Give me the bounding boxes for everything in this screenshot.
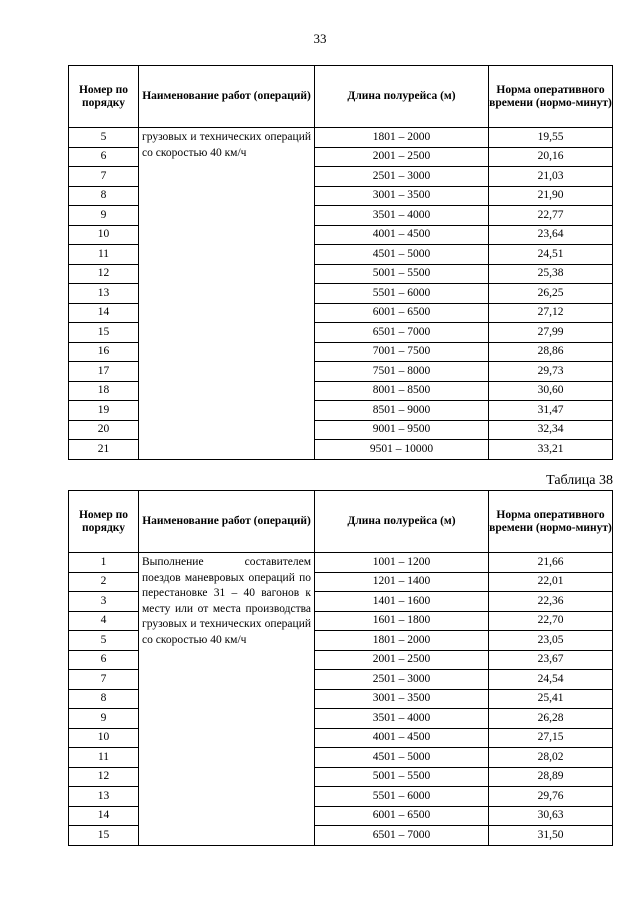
time-norm: 25,41 xyxy=(489,689,613,709)
row-number: 9 xyxy=(69,709,139,729)
half-run-length: 3501 – 4000 xyxy=(315,709,489,729)
half-run-length: 2501 – 3000 xyxy=(315,167,489,187)
row-number: 12 xyxy=(69,264,139,284)
row-number: 18 xyxy=(69,381,139,401)
row-number: 11 xyxy=(69,245,139,265)
row-number: 10 xyxy=(69,225,139,245)
half-run-length: 1201 – 1400 xyxy=(315,572,489,592)
time-norm: 24,54 xyxy=(489,670,613,690)
half-run-length: 6001 – 6500 xyxy=(315,806,489,826)
time-norm: 28,02 xyxy=(489,748,613,768)
half-run-length: 4501 – 5000 xyxy=(315,748,489,768)
row-number: 10 xyxy=(69,728,139,748)
row-number: 15 xyxy=(69,826,139,846)
time-norm: 22,70 xyxy=(489,611,613,631)
half-run-length: 4501 – 5000 xyxy=(315,245,489,265)
row-number: 1 xyxy=(69,553,139,573)
half-run-length: 1601 – 1800 xyxy=(315,611,489,631)
header-length: Длина полурейса (м) xyxy=(315,66,489,128)
norms-table-1 xyxy=(68,65,613,460)
row-number: 17 xyxy=(69,362,139,382)
time-norm: 26,28 xyxy=(489,709,613,729)
work-description: Выполнение составителем поездов маневровых операций по перестановке 31 – 40 вагонов к месту или от места производства грузовых и технических операций со скоростью 40 км/ч xyxy=(139,553,315,846)
time-norm: 31,50 xyxy=(489,826,613,846)
header-num: Номер по порядку xyxy=(69,491,139,553)
time-norm: 27,99 xyxy=(489,323,613,343)
time-norm: 23,67 xyxy=(489,650,613,670)
table-header-row xyxy=(69,66,613,128)
row-number: 7 xyxy=(69,167,139,187)
half-run-length: 7001 – 7500 xyxy=(315,342,489,362)
row-number: 8 xyxy=(69,689,139,709)
half-run-length: 4001 – 4500 xyxy=(315,225,489,245)
row-number: 13 xyxy=(69,284,139,304)
half-run-length: 5501 – 6000 xyxy=(315,787,489,807)
row-number: 21 xyxy=(69,440,139,460)
half-run-length: 4001 – 4500 xyxy=(315,728,489,748)
row-number: 6 xyxy=(69,147,139,167)
row-number: 14 xyxy=(69,303,139,323)
time-norm: 21,66 xyxy=(489,553,613,573)
time-norm: 24,51 xyxy=(489,245,613,265)
row-number: 3 xyxy=(69,592,139,612)
half-run-length: 3001 – 3500 xyxy=(315,689,489,709)
header-norm: Норма оперативного времени (нормо-минут) xyxy=(489,66,613,128)
half-run-length: 1801 – 2000 xyxy=(315,631,489,651)
half-run-length: 3501 – 4000 xyxy=(315,206,489,226)
half-run-length: 9001 – 9500 xyxy=(315,420,489,440)
half-run-length: 2001 – 2500 xyxy=(315,650,489,670)
time-norm: 23,64 xyxy=(489,225,613,245)
time-norm: 22,77 xyxy=(489,206,613,226)
time-norm: 31,47 xyxy=(489,401,613,421)
table-row xyxy=(69,553,613,573)
header-norm: Норма оперативного времени (нормо-минут) xyxy=(489,491,613,553)
time-norm: 22,36 xyxy=(489,592,613,612)
row-number: 9 xyxy=(69,206,139,226)
time-norm: 26,25 xyxy=(489,284,613,304)
row-number: 5 xyxy=(69,128,139,148)
time-norm: 33,21 xyxy=(489,440,613,460)
table-row xyxy=(69,128,613,148)
row-number: 11 xyxy=(69,748,139,768)
time-norm: 21,03 xyxy=(489,167,613,187)
row-number: 7 xyxy=(69,670,139,690)
row-number: 2 xyxy=(69,572,139,592)
half-run-length: 7501 – 8000 xyxy=(315,362,489,382)
time-norm: 29,73 xyxy=(489,362,613,382)
half-run-length: 5001 – 5500 xyxy=(315,767,489,787)
half-run-length: 5501 – 6000 xyxy=(315,284,489,304)
row-number: 4 xyxy=(69,611,139,631)
time-norm: 30,63 xyxy=(489,806,613,826)
half-run-length: 3001 – 3500 xyxy=(315,186,489,206)
time-norm: 19,55 xyxy=(489,128,613,148)
row-number: 6 xyxy=(69,650,139,670)
row-number: 5 xyxy=(69,631,139,651)
page-number: 33 xyxy=(313,31,327,46)
time-norm: 30,60 xyxy=(489,381,613,401)
time-norm: 28,89 xyxy=(489,767,613,787)
time-norm: 27,15 xyxy=(489,728,613,748)
time-norm: 22,01 xyxy=(489,572,613,592)
work-description: грузовых и технических операций со скоростью 40 км/ч xyxy=(139,128,315,460)
header-num: Номер по порядку xyxy=(69,66,139,128)
time-norm: 25,38 xyxy=(489,264,613,284)
half-run-length: 9501 – 10000 xyxy=(315,440,489,460)
half-run-length: 1001 – 1200 xyxy=(315,553,489,573)
row-number: 19 xyxy=(69,401,139,421)
norms-table-2 xyxy=(68,490,613,846)
time-norm: 29,76 xyxy=(489,787,613,807)
time-norm: 28,86 xyxy=(489,342,613,362)
half-run-length: 5001 – 5500 xyxy=(315,264,489,284)
row-number: 20 xyxy=(69,420,139,440)
table-body xyxy=(69,128,613,460)
row-number: 13 xyxy=(69,787,139,807)
table-header-row xyxy=(69,491,613,553)
half-run-length: 1801 – 2000 xyxy=(315,128,489,148)
time-norm: 21,90 xyxy=(489,186,613,206)
time-norm: 23,05 xyxy=(489,631,613,651)
row-number: 12 xyxy=(69,767,139,787)
header-length: Длина полурейса (м) xyxy=(315,491,489,553)
time-norm: 20,16 xyxy=(489,147,613,167)
half-run-length: 6501 – 7000 xyxy=(315,323,489,343)
time-norm: 32,34 xyxy=(489,420,613,440)
half-run-length: 2501 – 3000 xyxy=(315,670,489,690)
half-run-length: 8001 – 8500 xyxy=(315,381,489,401)
header-name: Наименование работ (операций) xyxy=(139,66,315,128)
header-name: Наименование работ (операций) xyxy=(139,491,315,553)
row-number: 8 xyxy=(69,186,139,206)
half-run-length: 1401 – 1600 xyxy=(315,592,489,612)
half-run-length: 6001 – 6500 xyxy=(315,303,489,323)
half-run-length: 6501 – 7000 xyxy=(315,826,489,846)
half-run-length: 2001 – 2500 xyxy=(315,147,489,167)
row-number: 15 xyxy=(69,323,139,343)
half-run-length: 8501 – 9000 xyxy=(315,401,489,421)
table-body xyxy=(69,553,613,846)
time-norm: 27,12 xyxy=(489,303,613,323)
table-caption: Таблица 38 xyxy=(546,473,613,488)
row-number: 14 xyxy=(69,806,139,826)
row-number: 16 xyxy=(69,342,139,362)
